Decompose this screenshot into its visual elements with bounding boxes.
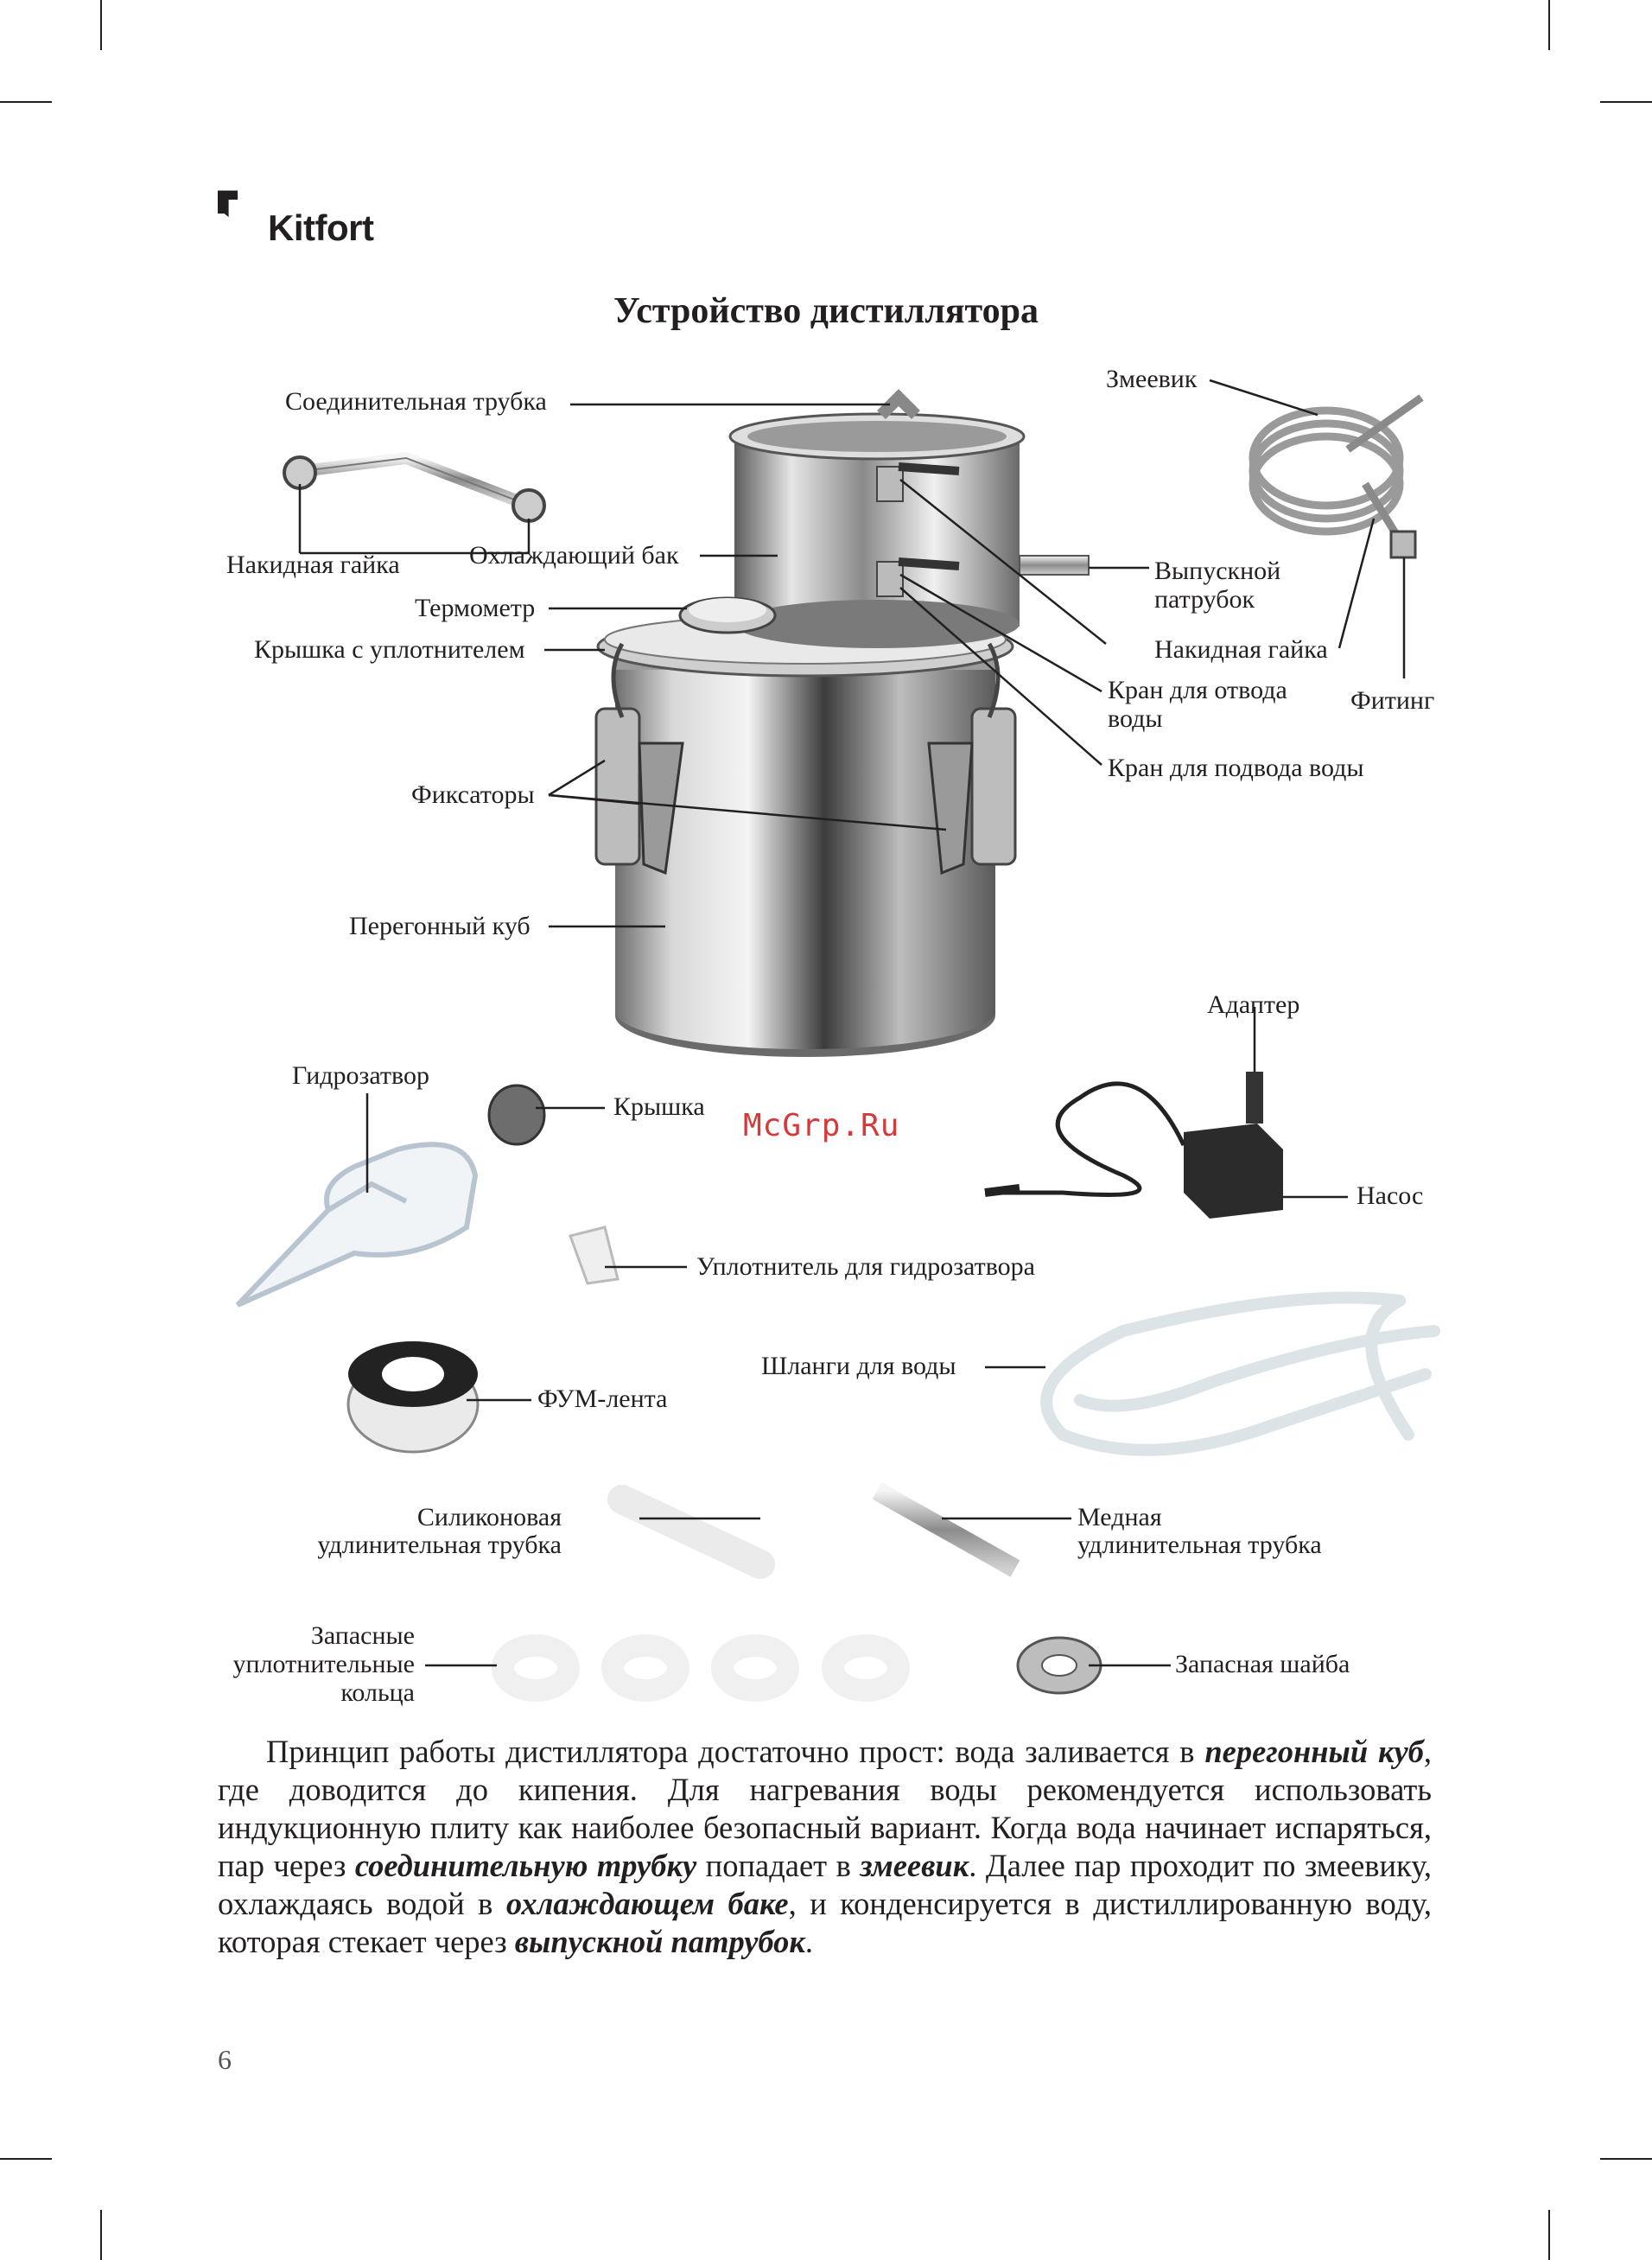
fum-tape-part	[348, 1341, 478, 1452]
paragraph-text: . Далее пар проходит по змеевику, охлаждаясь водой в	[218, 1848, 1432, 1921]
label-silicone-tube-2: удлинительная трубка	[317, 1531, 562, 1559]
label-copper-tube-2: удлинительная трубка	[1077, 1531, 1322, 1559]
page-title: Устройство дистиллятора	[613, 291, 1039, 331]
paragraph-text: Принцип работы дистиллятора достаточно прост: вода заливается в	[266, 1734, 1205, 1769]
label-spare-washer: Запасная шайба	[1175, 1650, 1350, 1678]
label-connecting-tube: Соединительная трубка	[285, 387, 547, 416]
paragraph-emphasis: соединительную трубку	[354, 1848, 697, 1883]
label-airlock: Гидрозатвор	[292, 1061, 429, 1090]
water-hoses-part	[1046, 1298, 1434, 1450]
paragraph-text: , где доводится до кипения. Для нагревания воды рекомендуется использовать индукционную плиту как наиболее безопасный вариант. Когда вода начинает испаряться, пар через	[218, 1734, 1432, 1883]
label-spare-rings-2: уплотнительные	[232, 1650, 415, 1678]
watermark: McGrp.Ru	[743, 1108, 900, 1143]
airlock-seal-part	[570, 1227, 618, 1283]
label-clamps: Фиксаторы	[411, 780, 535, 809]
label-silicone-tube-1: Силиконовая	[416, 1503, 562, 1531]
label-inlet-valve: Кран для подвода воды	[1108, 754, 1364, 782]
paragraph-emphasis: выпускной патрубок	[514, 1924, 805, 1959]
label-coil: Змеевик	[1106, 365, 1198, 393]
label-airlock-seal: Уплотнитель для гидрозатвора	[696, 1252, 1035, 1281]
label-copper-tube-1: Медная	[1077, 1503, 1162, 1531]
thermometer	[680, 598, 775, 633]
paragraph-text: , и конденсируется в дистиллированную воду, которая стекает через	[218, 1886, 1432, 1959]
label-cap: Крышка	[613, 1092, 705, 1121]
brand-name: Kitfort	[268, 207, 374, 248]
paragraph-text: .	[804, 1924, 814, 1959]
label-drain-valve-1: Кран для отвода	[1108, 676, 1287, 704]
paragraph-emphasis: змеевик	[860, 1848, 969, 1883]
coil-part	[1253, 398, 1421, 557]
label-water-hoses: Шланги для воды	[761, 1352, 956, 1380]
still-pot	[596, 615, 1015, 1057]
copper-tube-part	[877, 1491, 1015, 1569]
label-pump: Насос	[1357, 1181, 1424, 1210]
label-union-nut-right: Накидная гайка	[1154, 635, 1328, 664]
label-cooling-tank: Охлаждающий бак	[469, 541, 679, 570]
label-union-nut-left: Накидная гайка	[226, 551, 400, 579]
cooling-tank	[730, 414, 1089, 648]
paragraph-emphasis: охлаждающем баке	[505, 1886, 789, 1921]
label-thermometer: Термометр	[415, 594, 536, 622]
top-connecting-tube	[881, 398, 916, 415]
label-spare-rings-1: Запасные	[310, 1621, 415, 1650]
label-outlet-pipe-1: Выпускной	[1154, 557, 1281, 585]
label-still-pot: Перегонный куб	[349, 912, 531, 940]
label-fitting: Фитинг	[1350, 686, 1435, 715]
label-lid-with-seal: Крышка с уплотнителем	[254, 635, 525, 664]
label-spare-rings-3: кольца	[340, 1678, 415, 1707]
spare-rings-part	[503, 1646, 899, 1690]
spare-washer-part	[1018, 1638, 1101, 1693]
label-fum-tape: ФУМ-лента	[537, 1385, 668, 1413]
label-outlet-pipe-2: патрубок	[1154, 585, 1255, 614]
paragraph-text: попадает в	[696, 1848, 861, 1883]
pump-part	[985, 1072, 1283, 1219]
label-adapter: Адаптер	[1207, 990, 1300, 1019]
label-drain-valve-2: воды	[1108, 704, 1163, 733]
description-paragraph	[218, 1733, 1432, 1961]
paragraph-emphasis: перегонный куб	[1204, 1734, 1424, 1769]
airlock-part	[238, 1085, 544, 1305]
page-number: 6	[218, 2044, 232, 2075]
silicone-tube-part	[622, 1499, 760, 1564]
connecting-tube-part	[284, 457, 544, 521]
